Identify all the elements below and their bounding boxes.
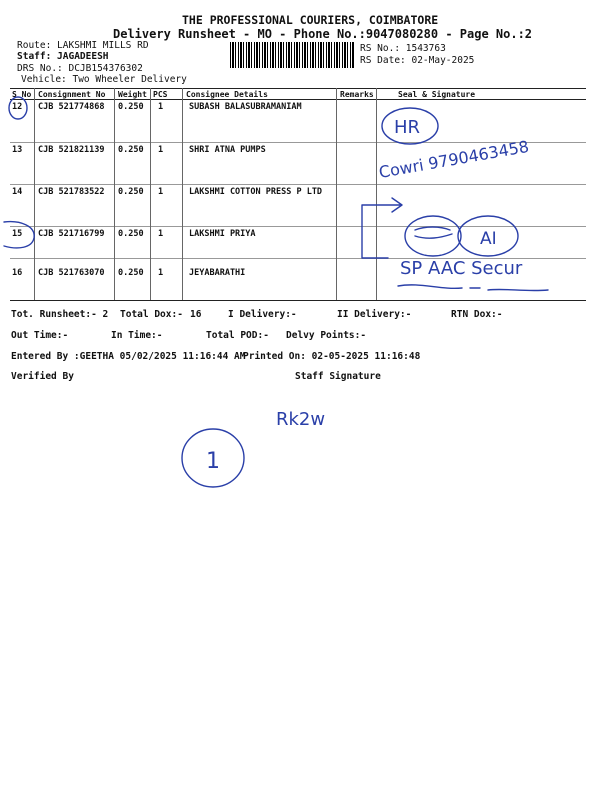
- staff-label: Staff: JAGADEESH: [17, 51, 109, 62]
- row-pcs: 1: [158, 145, 164, 155]
- row-pcs: 1: [158, 102, 164, 112]
- table-row: [0, 102, 600, 144]
- row-sno: 13: [12, 145, 23, 155]
- table-header-border: [10, 99, 586, 100]
- col-header-remarks: Remarks: [340, 90, 374, 99]
- row-consignee: SHRI ATNA PUMPS: [189, 145, 266, 155]
- row-consignment: CJB 521763070: [38, 268, 105, 278]
- col-header-consignment: Consignment No: [38, 90, 106, 99]
- bottom-note: Rk2w: [276, 409, 326, 430]
- rtn-dox: RTN Dox:-: [451, 309, 503, 320]
- verified-by: Verified By: [11, 371, 74, 382]
- out-time: Out Time:-: [11, 330, 69, 341]
- delvy-points: Delvy Points:-: [286, 330, 367, 341]
- row-weight: 0.250: [118, 145, 144, 155]
- row-sno: 15: [12, 229, 23, 239]
- row-consignment: CJB 521774868: [38, 102, 105, 112]
- circle-mark-1: [182, 429, 244, 487]
- row-weight: 0.250: [118, 229, 144, 239]
- col-header-pcs: PCS: [153, 90, 168, 99]
- table-top-border: [10, 88, 586, 89]
- i-delivery: I Delivery:-: [228, 309, 297, 320]
- company-title: THE PROFESSIONAL COURIERS, COIMBATORE: [182, 13, 439, 27]
- drs-label: DRS No.: DCJB154376302: [17, 63, 143, 74]
- barcode: [230, 42, 354, 68]
- row-sno: 14: [12, 187, 23, 197]
- total-dox-label: Total Dox:-: [120, 309, 183, 320]
- printed-on: Printed On: 02-05-2025 11:16:48: [243, 351, 421, 362]
- col-header-sno: S No: [12, 90, 32, 99]
- row-sno: 12: [12, 102, 23, 112]
- table-row: [0, 187, 600, 229]
- table-row: [0, 145, 600, 187]
- row-pcs: 1: [158, 268, 164, 278]
- runsheet-title: Delivery Runsheet - MO - Phone No.:9047080280 - Page No.:2: [113, 27, 533, 41]
- stamp-hr-text: HR: [394, 117, 421, 138]
- circled-number: 1: [206, 449, 220, 474]
- row-pcs: 1: [158, 187, 164, 197]
- stamp-ai-text: AI: [480, 229, 497, 249]
- row-weight: 0.250: [118, 268, 144, 278]
- ii-delivery: II Delivery:-: [337, 309, 412, 320]
- row-consignment: CJB 521783522: [38, 187, 105, 197]
- entered-by: Entered By :GEETHA 05/02/2025 11:16:44 AM: [11, 351, 246, 362]
- rs-number: RS No.: 1543763: [360, 43, 446, 54]
- signature-text: SP AAC Secur: [400, 258, 523, 279]
- table-row: [0, 229, 600, 271]
- phone-note: Cowri 9790463458: [377, 136, 531, 182]
- row-sno: 16: [12, 268, 23, 278]
- staff-signature-label: Staff Signature: [295, 371, 381, 382]
- row-consignment: CJB 521716799: [38, 229, 105, 239]
- col-header-consignee: Consignee Details: [186, 90, 268, 99]
- col-header-seal: Seal & Signature: [398, 90, 476, 99]
- rs-date: RS Date: 02-May-2025: [360, 55, 475, 66]
- total-dox-value: 16: [190, 309, 202, 320]
- col-header-weight: Weight: [118, 90, 147, 99]
- row-weight: 0.250: [118, 187, 144, 197]
- row-consignment: CJB 521821139: [38, 145, 105, 155]
- in-time: In Time:-: [111, 330, 163, 341]
- row-consignee: JEYABARATHI: [189, 268, 246, 278]
- tot-runsheet: Tot. Runsheet:- 2: [11, 309, 109, 320]
- row-consignee: LAKSHMI COTTON PRESS P LTD: [189, 187, 323, 197]
- vehicle-label: Vehicle: Two Wheeler Delivery: [21, 74, 187, 85]
- table-row: [0, 268, 600, 310]
- row-consignee: LAKSHMI PRIYA: [189, 229, 256, 239]
- row-pcs: 1: [158, 229, 164, 239]
- total-pod: Total POD:-: [206, 330, 269, 341]
- row-weight: 0.250: [118, 102, 144, 112]
- row-consignee: SUBASH BALASUBRAMANIAM: [189, 102, 302, 112]
- route-label: Route: LAKSHMI MILLS RD: [17, 40, 149, 51]
